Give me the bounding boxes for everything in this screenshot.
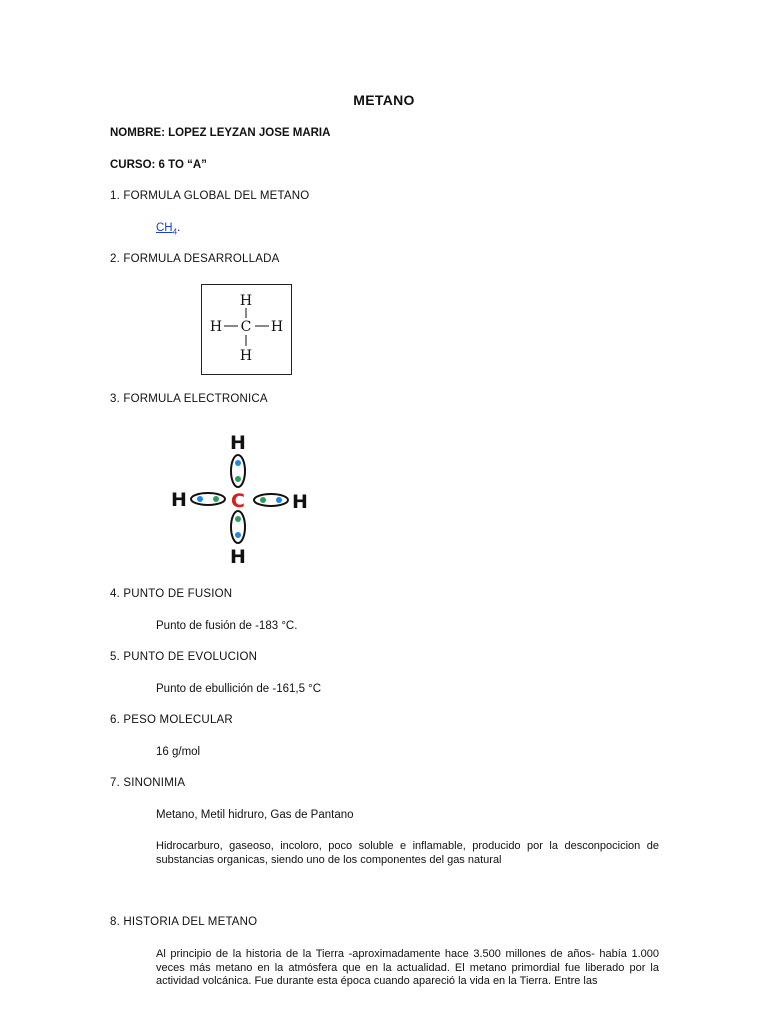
electron-bottom-h bbox=[235, 532, 241, 538]
heading-peso-molecular: 6. PESO MOLECULAR bbox=[110, 714, 233, 726]
electron-top-c bbox=[235, 476, 241, 482]
historia-paragraph: Al principio de la historia de la Tierra -aproximadamente hace 3.500 millones de años- había 1.000 veces más metano en la atmósfera que en la actualidad. El metano primordial fue liberado por la actividad volcánica. Fue durante esta época cuando apareció la vida en la Tierra. Entre las bbox=[156, 948, 659, 987]
sinonimia-paragraph: Hidrocarburo, gaseoso, incoloro, poco soluble e inflamable, producido por la desconpocicion de substancias organicas, siendo uno de los componentes del gas natural bbox=[156, 840, 659, 866]
heading-punto-evolucion: 5. PUNTO DE EVOLUCION bbox=[110, 651, 258, 663]
electron-right-h bbox=[276, 497, 282, 503]
electron-bottom-c bbox=[235, 516, 241, 522]
electron-right-c bbox=[260, 497, 266, 503]
punto-fusion-value: Punto de fusión de -183 °C. bbox=[156, 620, 298, 632]
electron-left-c bbox=[213, 496, 219, 502]
heading-formula-electronica: 3. FORMULA ELECTRONICA bbox=[110, 393, 268, 405]
lewis-formula-image bbox=[168, 428, 318, 570]
lewis-h-top: H bbox=[230, 432, 246, 454]
heading-historia: 8. HISTORIA DEL METANO bbox=[110, 916, 258, 928]
struct-c-center: C bbox=[240, 319, 252, 335]
electron-top-h bbox=[235, 460, 241, 466]
formula-global-value bbox=[156, 222, 180, 236]
lewis-bond-right bbox=[254, 494, 288, 506]
electron-left-h bbox=[197, 496, 203, 502]
lewis-bond-bottom bbox=[231, 511, 245, 543]
course-label: CURSO: 6 TO “A” bbox=[110, 159, 207, 171]
peso-molecular-value: 16 g/mol bbox=[156, 746, 201, 758]
lewis-h-bottom: H bbox=[230, 546, 246, 568]
lewis-bond-top bbox=[231, 455, 245, 487]
student-name: NOMBRE: LOPEZ LEYZAN JOSE MARIA bbox=[110, 127, 331, 139]
structural-formula-svg bbox=[202, 285, 291, 374]
lewis-formula-svg bbox=[168, 428, 318, 570]
struct-h-left: H bbox=[209, 319, 223, 335]
struct-h-bottom: H bbox=[239, 348, 253, 364]
document-title: METANO bbox=[353, 92, 415, 108]
formula-trailing: . bbox=[177, 222, 181, 234]
structural-formula-image bbox=[201, 284, 292, 375]
struct-h-top: H bbox=[239, 293, 253, 309]
heading-formula-desarrollada: 2. FORMULA DESARROLLADA bbox=[110, 253, 280, 265]
punto-ebullicion-value: Punto de ebullición de -161,5 °C bbox=[156, 683, 322, 695]
heading-formula-global: 1. FORMULA GLOBAL DEL METANO bbox=[110, 190, 310, 202]
formula-subscript: 4 bbox=[172, 227, 178, 237]
lewis-h-right: H bbox=[292, 491, 308, 513]
lewis-h-left: H bbox=[171, 489, 187, 511]
lewis-c-center: C bbox=[231, 490, 245, 512]
heading-sinonimia: 7. SINONIMIA bbox=[110, 777, 186, 789]
heading-punto-fusion: 4. PUNTO DE FUSION bbox=[110, 588, 233, 600]
formula-link[interactable]: $CH_4$ bbox=[156, 222, 178, 237]
struct-h-right: H bbox=[270, 319, 284, 335]
sinonimia-value: Metano, Metil hidruro, Gas de Pantano bbox=[156, 809, 354, 821]
lewis-bond-left bbox=[191, 493, 225, 505]
